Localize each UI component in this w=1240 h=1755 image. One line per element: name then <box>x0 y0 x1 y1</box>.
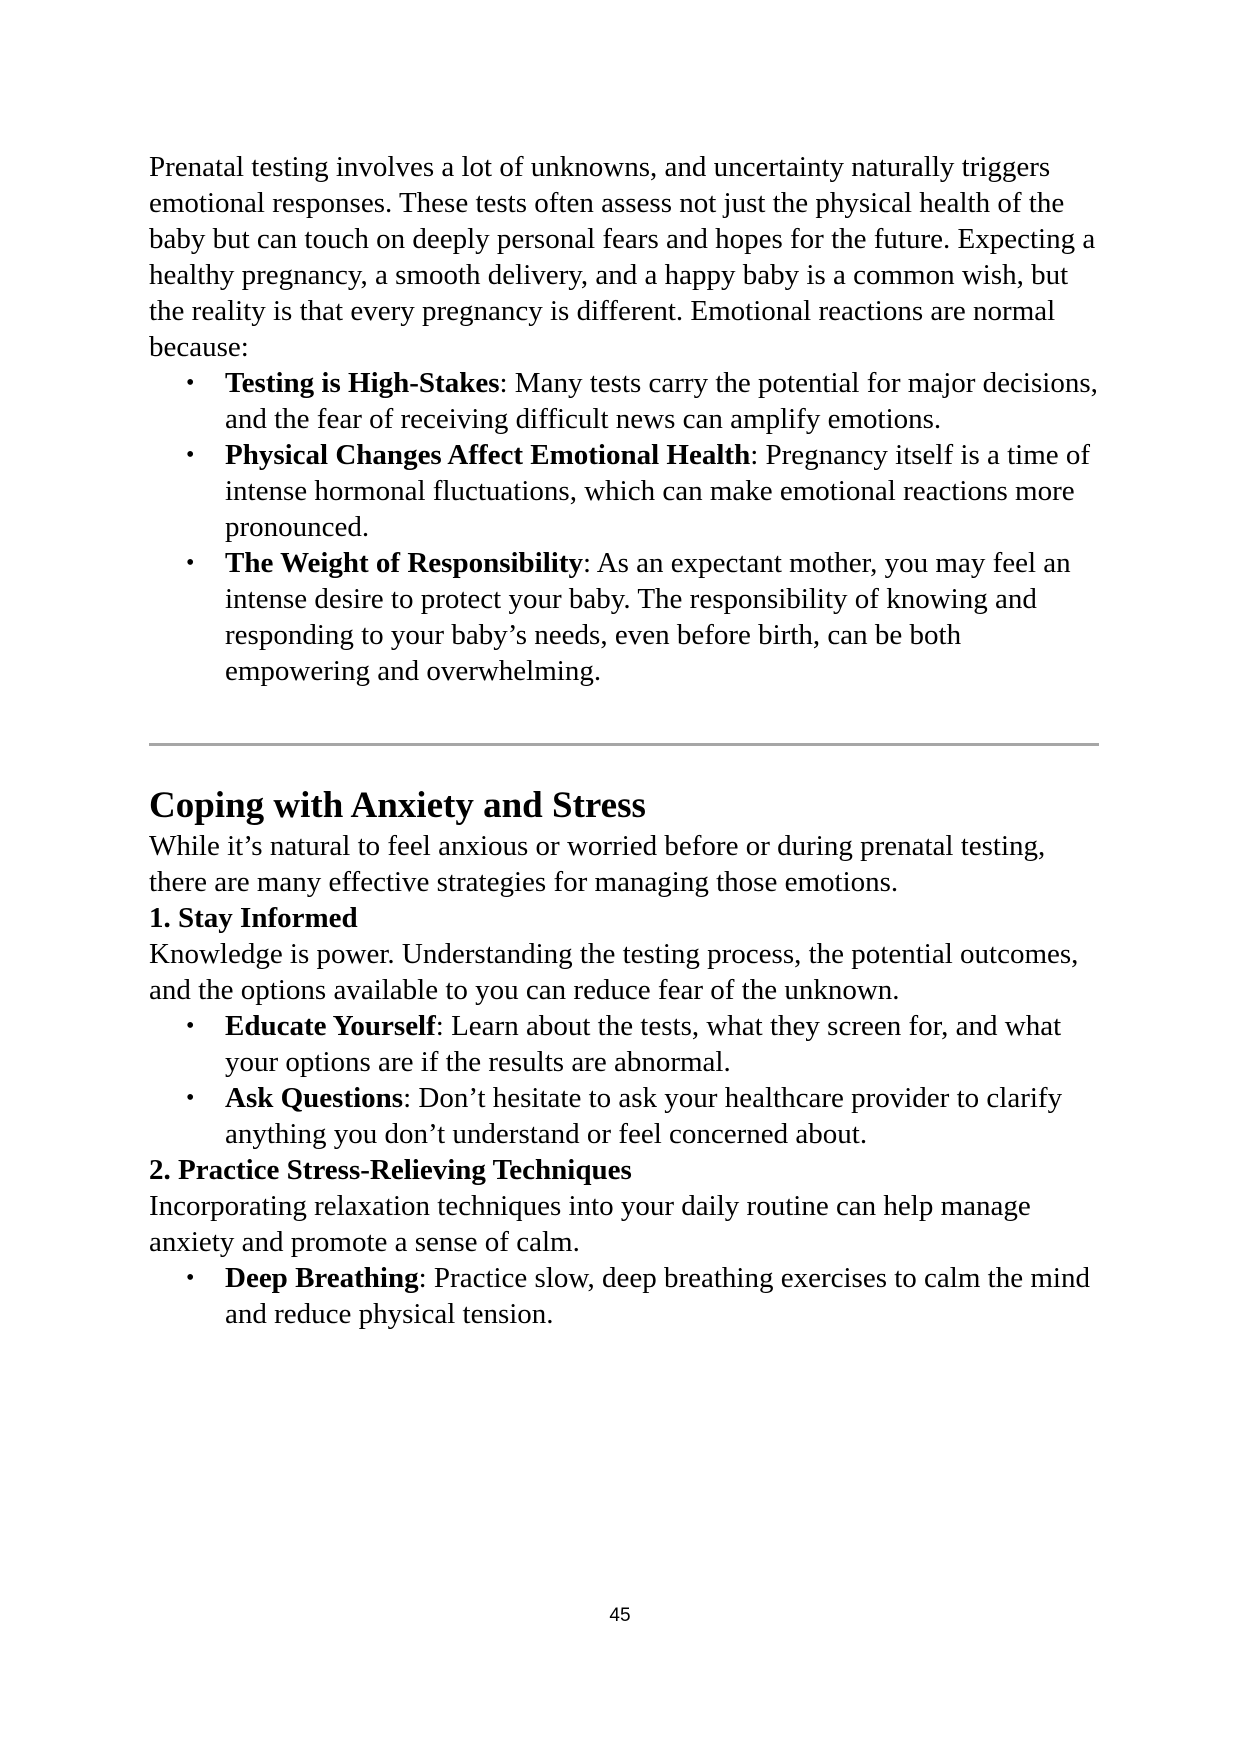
list-item-text: : Don’t hesitate to ask your healthcare provider to clarify anything you don’t understand or feel concerned about. <box>225 1082 1063 1150</box>
bullet-icon: • <box>186 1265 195 1291</box>
list-item-text: : Pregnancy itself is a time of intense hormonal fluctuations, which can make emotional reactions more pronounced. <box>225 439 1091 543</box>
list-item-term: Deep Breathing <box>225 1262 419 1294</box>
bullet-icon: • <box>186 370 195 396</box>
section-title: Coping with Anxiety and Stress <box>149 785 646 826</box>
bullet-icon: • <box>186 1013 195 1039</box>
subheading-stress-relief: 2. Practice Stress-Relieving Techniques <box>149 1154 632 1186</box>
page-content <box>149 149 1099 1332</box>
list-item <box>149 1080 1099 1152</box>
stay-informed-list <box>149 1008 1099 1152</box>
subheading-stay-informed: 1. Stay Informed <box>149 902 358 934</box>
page-number: 45 <box>609 1605 631 1626</box>
list-item-term: Ask Questions <box>225 1082 404 1114</box>
list-item-term: Testing is High-Stakes <box>225 367 500 399</box>
list-item <box>149 365 1099 437</box>
stress-relief-paragraph: Incorporating relaxation techniques into your daily routine can help manage anxiety and promote a sense of calm. <box>149 1190 1031 1258</box>
bullet-icon: • <box>186 550 195 576</box>
list-item <box>149 437 1099 545</box>
horizontal-divider <box>149 743 1099 746</box>
list-item-text: : Practice slow, deep breathing exercises to calm the mind and reduce physical tension. <box>225 1262 1090 1330</box>
section-intro: While it’s natural to feel anxious or worried before or during prenatal testing, there are many effective strategies for managing those emotions. <box>149 830 1046 898</box>
list-item <box>149 545 1099 689</box>
stay-informed-paragraph: Knowledge is power. Understanding the testing process, the potential outcomes, and the options available to you can reduce fear of the unknown. <box>149 938 1079 1006</box>
bullet-icon: • <box>186 442 195 468</box>
list-item-term: Educate Yourself <box>225 1010 436 1042</box>
intro-paragraph: Prenatal testing involves a lot of unknowns, and uncertainty naturally triggers emotional responses. These tests often assess not just the physical health of the baby but can touch on deeply personal fears and hopes for the future. Expecting a healthy pregnancy, a smooth delivery, and a happy baby is a common wish, but the reality is that every pregnancy is different. Emotional reactions are normal because: <box>149 151 1096 363</box>
stress-relief-list <box>149 1260 1099 1332</box>
list-item-term: The Weight of Responsibility <box>225 547 583 579</box>
list-item <box>149 1008 1099 1080</box>
list-item-text: : As an expectant mother, you may feel an intense desire to protect your baby. The responsibility of knowing and responding to your baby’s needs, even before birth, can be both empowering and overwhelming. <box>225 547 1071 687</box>
list-item-term: Physical Changes Affect Emotional Health <box>225 439 751 471</box>
list-item <box>149 1260 1099 1332</box>
list-item-text: : Many tests carry the potential for major decisions, and the fear of receiving difficult news can amplify emotions. <box>225 367 1098 435</box>
bullet-icon: • <box>186 1085 195 1111</box>
reasons-list <box>149 365 1099 689</box>
list-item-text: : Learn about the tests, what they screen for, and what your options are if the results are abnormal. <box>225 1010 1062 1078</box>
